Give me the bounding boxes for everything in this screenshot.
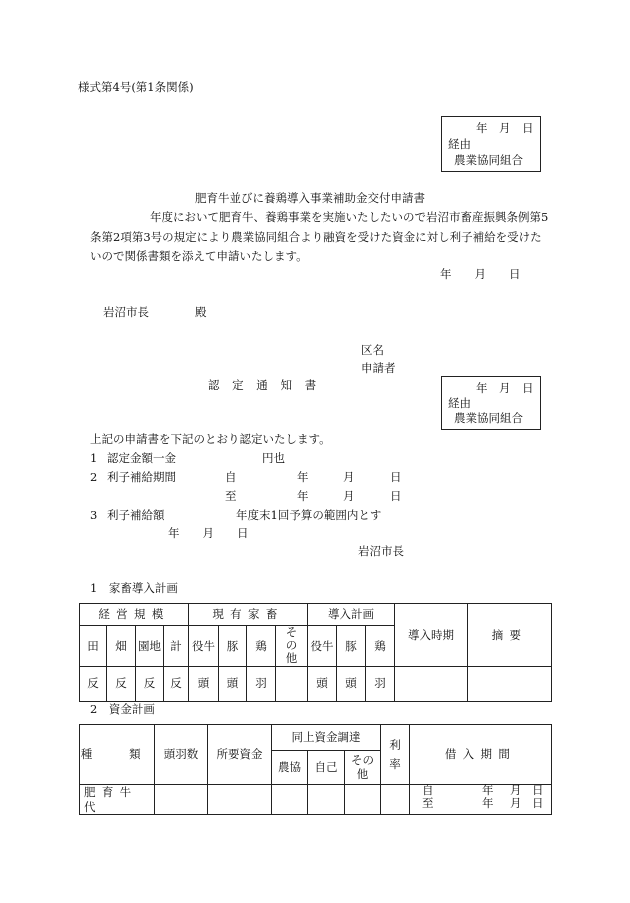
row-year: 年 [482,796,494,810]
header-introduction-plan: 導入計画 [308,604,395,626]
unit-cell: 頭 [189,666,219,701]
subheader-other: その他 [345,751,381,785]
approval-signer: 岩沼市長 [358,544,404,558]
fund-cell [272,785,308,815]
subheader-chicken: 鶏 [247,626,276,667]
row-month: 月 [510,783,522,797]
header-introduction-period: 導入時期 [395,604,468,667]
routing-date: 年 月 日 [476,381,534,395]
approval-intro: 上記の申請書を下記のとおり認定いたします。 [90,432,331,446]
fund-cell [208,785,272,815]
subheader-paddy: 田 [80,626,107,667]
unit-cell: 反 [164,666,189,701]
period-year: 年 [297,470,309,484]
unit-cell: 反 [136,666,164,701]
body-line-2: 条第2項第3号の規定により農業協同組合より融資を受けた資金に対し利子補給を受けた [90,230,542,244]
header-management-scale: 経営規模 [80,604,189,626]
section1-title: 1 家畜導入計画 [90,581,178,595]
header-head-count: 頭羽数 [155,725,208,785]
header-current-livestock: 現有家畜 [189,604,308,626]
routing-box [441,116,541,172]
item3-label: 利子補給額 [107,508,165,522]
header-fund-raising: 同上資金調達 [272,725,381,751]
item1-label: 認定金額一金 [107,451,176,465]
item2-label: 利子補給期間 [107,470,176,484]
period-month: 月 [343,489,355,503]
period-month: 月 [343,470,355,484]
routing-via: 経由 [448,396,471,410]
unit-cell: 反 [107,666,136,701]
unit-cell [276,666,308,701]
routing-box-2 [441,376,541,430]
routing-date: 年 月 日 [476,121,534,135]
fund-cell [308,785,345,815]
unit-cell: 羽 [247,666,276,701]
form-number: 様式第4号(第1条関係) [78,80,194,94]
addressee-honorific: 殿 [195,305,207,319]
item2-number: 2 [90,470,98,484]
routing-org: 農業協同組合 [454,411,523,425]
item3-text: 年度末1回予算の範囲内とす [236,508,382,522]
subheader-pig: 豚 [219,626,247,667]
period-from: 自 [225,470,237,484]
fund-cell [345,785,381,815]
row-from: 自 [422,783,434,797]
header-borrowing-period: 借入期間 [410,725,552,785]
subheader-orchard: 園地 [136,626,164,667]
item1-number: 1 [90,451,98,465]
subheader-plan-pig: 豚 [337,626,366,667]
subheader-other: その他 [276,626,308,667]
header-remarks: 摘要 [468,604,552,667]
header-required-funds: 所要資金 [208,725,272,785]
body-line-1: 年度において肥育牛、養鶏事業を実施いたしたいので岩沼市畜産振興条例第5 [150,210,549,224]
row-day: 日 [532,783,544,797]
subheader-own: 自己 [308,751,345,785]
subheader-plan-chicken: 鶏 [366,626,395,667]
row-month: 月 [510,796,522,810]
section2-title: 2 資金計画 [90,702,155,716]
borrowing-period-cell [410,785,552,815]
item3-number: 3 [90,508,98,522]
approval-title: 認定通知書 [208,378,329,392]
fund-plan-table [79,724,552,815]
fund-cell [381,785,410,815]
unit-cell: 頭 [219,666,247,701]
body-line-3: いので関係書類を添えて申請いたします。 [90,249,308,263]
subheader-plan-cattle: 役牛 [308,626,337,667]
row-day: 日 [532,796,544,810]
routing-via: 経由 [448,137,471,151]
unit-cell: 頭 [337,666,366,701]
approval-date: 年 月 日 [168,526,249,540]
routing-org: 農業協同組合 [454,153,523,167]
unit-cell: 反 [80,666,107,701]
fund-cell [155,785,208,815]
subheader-cattle: 役牛 [189,626,219,667]
livestock-plan-table [79,603,552,702]
period-day: 日 [390,489,402,503]
row-label-fattening-cattle: 肥育牛代 [80,785,155,815]
unit-cell: 頭 [308,666,337,701]
document-title: 肥育牛並びに養鶏導入事業補助金交付申請書 [195,191,425,205]
unit-cell: 羽 [366,666,395,701]
application-date: 年 月 日 [440,267,521,281]
row-year: 年 [482,783,494,797]
addressee-name: 岩沼市長 [103,305,149,319]
header-interest-rate: 利率 [381,725,410,785]
subheader-total: 計 [164,626,189,667]
district-label: 区名 [361,343,384,357]
subheader-field: 畑 [107,626,136,667]
introduction-period-cell [395,666,468,701]
period-to: 至 [225,489,237,503]
header-kind: 種 類 [80,725,155,785]
subheader-ja: 農協 [272,751,308,785]
period-day: 日 [390,470,402,484]
row-to: 至 [422,796,434,810]
remarks-cell [468,666,552,701]
item1-unit: 円也 [262,451,285,465]
period-year: 年 [297,489,309,503]
applicant-label: 申請者 [361,361,396,375]
